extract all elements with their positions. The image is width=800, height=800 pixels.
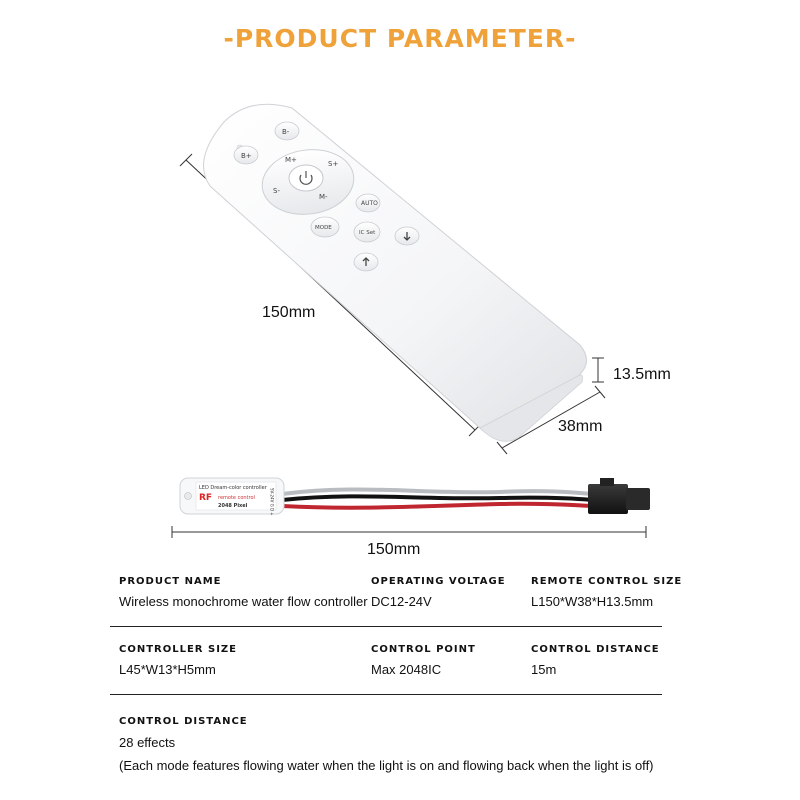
b-plus-label: B+ [241, 152, 252, 160]
spec-value-controller-size: L45*W13*H5mm [119, 662, 216, 677]
controller-label-line3: 2048 Pixel [218, 503, 248, 509]
remote-control [204, 104, 587, 441]
page-title: -PRODUCT PARAMETER- [223, 24, 577, 53]
s-plus-label: S+ [328, 160, 339, 168]
spec-value-effects: 28 effects [119, 735, 176, 750]
receiver-eye [185, 493, 192, 500]
m-minus-label: M- [319, 193, 328, 201]
led-controller [180, 478, 650, 516]
auto-label: AUTO [361, 200, 378, 207]
spec-value-operating-voltage: DC12-24V [371, 594, 432, 609]
spec-label-product-name: PRODUCT NAME [119, 576, 222, 587]
controller-label-line2: remote control [218, 495, 255, 501]
controller-dimension-line [172, 526, 646, 538]
remote-length-label: 150mm [262, 304, 316, 321]
remote-width-label: 38mm [558, 418, 603, 435]
spec-label-control-point: CONTROL POINT [371, 644, 476, 655]
spec-label-controller-size: CONTROLLER SIZE [119, 644, 237, 655]
spec-value-product-name: Wireless monochrome water flow controller [119, 594, 368, 609]
jst-connector [588, 484, 628, 514]
controller-length-label: 150mm [367, 541, 421, 558]
remote-height-label: 13.5mm [613, 366, 671, 383]
spec-value-remote-size: L150*W38*H13.5mm [531, 594, 654, 609]
ic-set-label: IC Set [359, 230, 376, 236]
m-plus-label: M+ [285, 156, 297, 164]
controller-brand: RF [199, 493, 213, 503]
spec-value-effects-note: (Each mode features flowing water when the light is on and flowing back when the light is off) [119, 758, 654, 773]
spec-label-effects: CONTROL DISTANCE [119, 716, 248, 727]
spec-value-control-distance: 15m [531, 662, 557, 677]
b-minus-label: B- [282, 128, 290, 136]
s-minus-label: S- [273, 187, 280, 195]
spec-value-control-point: Max 2048IC [371, 662, 442, 677]
spec-divider-1 [110, 626, 662, 627]
mode-label: MODE [315, 225, 332, 231]
spec-label-remote-size: REMOTE CONTROL SIZE [531, 576, 683, 587]
spec-label-control-distance: CONTROL DISTANCE [531, 644, 660, 655]
connector-tip [626, 488, 650, 510]
controller-label-line1: LED Dream-color controller [199, 485, 267, 491]
controller-pin-labels: 5V-24V G D + [269, 488, 275, 516]
spec-label-operating-voltage: OPERATING VOLTAGE [371, 576, 506, 587]
spec-divider-2 [110, 694, 662, 695]
